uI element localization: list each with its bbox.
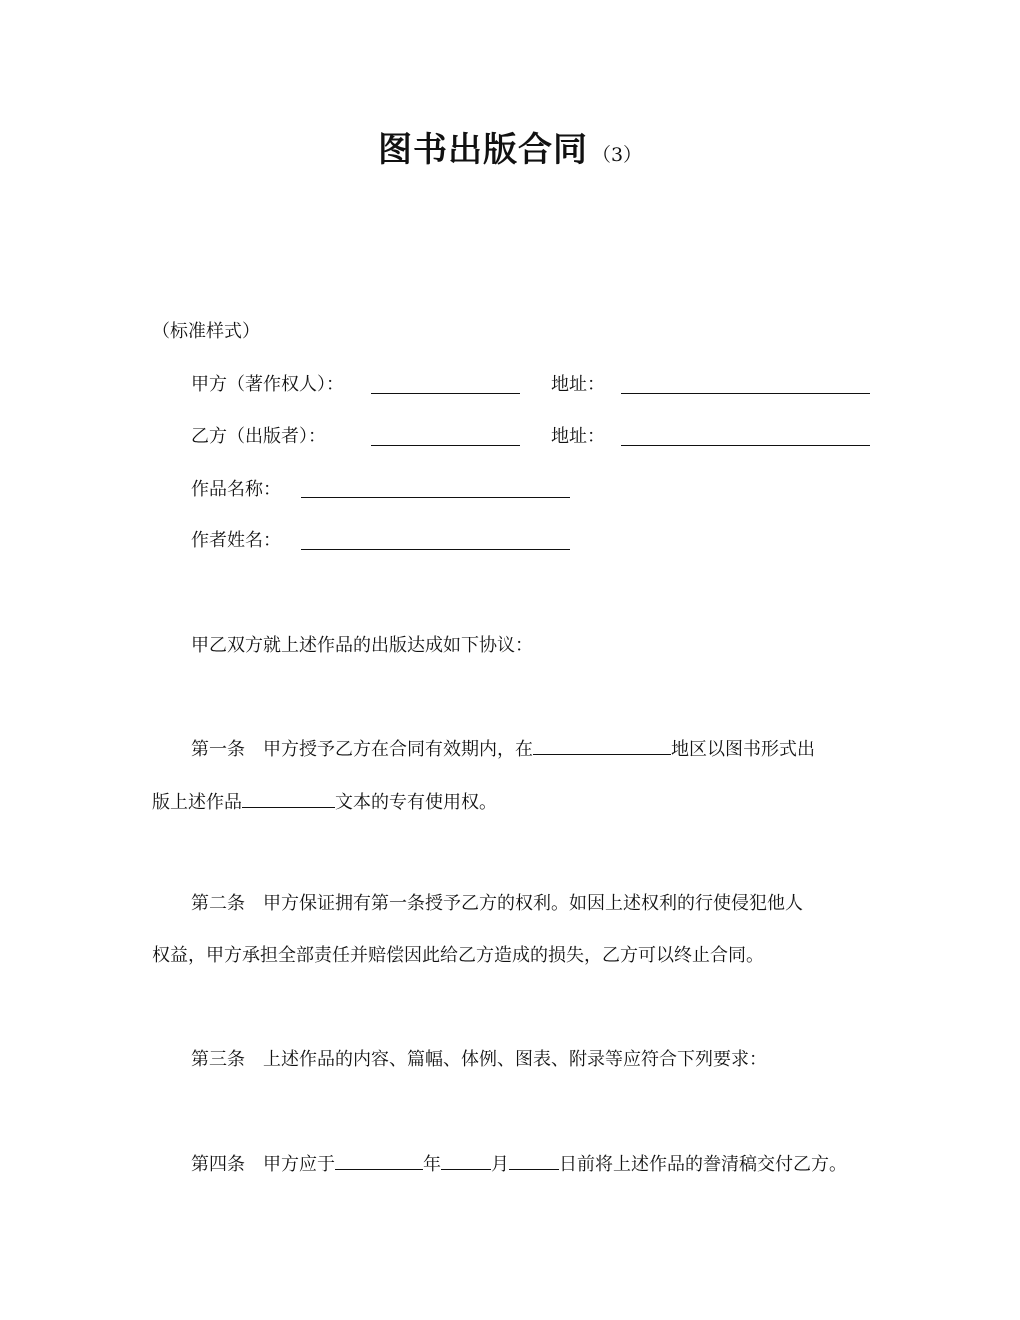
- article-1-line-1: [191, 736, 815, 763]
- article-1-line2-b: 文本的专有使用权。: [335, 792, 497, 813]
- party-a-label: 甲方（著作权人）：: [191, 374, 344, 395]
- party-a-address-field[interactable]: [621, 393, 870, 394]
- article-2-line-1: [191, 891, 803, 917]
- title-suffix: （3）: [591, 144, 643, 166]
- article-1-line-2: [152, 789, 497, 816]
- party-a-address-label: 地址：: [551, 374, 605, 395]
- work-name-label: 作品名称：: [191, 479, 281, 500]
- article-3-number: 第三条: [191, 1049, 245, 1070]
- party-b-label: 乙方（出版者）：: [191, 426, 326, 447]
- article-2-number: 第二条: [191, 893, 245, 914]
- article-4-month: 月: [491, 1154, 509, 1175]
- title-main: 图书出版合同: [377, 130, 588, 170]
- subtitle: （标准样式）: [152, 321, 260, 342]
- party-a-field[interactable]: [371, 393, 520, 394]
- work-name-field[interactable]: [301, 497, 570, 498]
- party-b-field[interactable]: [371, 445, 520, 446]
- article-3-line: [191, 1047, 767, 1073]
- language-blank[interactable]: [242, 789, 335, 808]
- article-3-text: 上述作品的内容、篇幅、体例、图表、附录等应符合下列要求：: [263, 1049, 767, 1070]
- article-4-text-b: 日前将上述作品的誊清稿交付乙方。: [559, 1154, 847, 1175]
- article-1-line2-a: 版上述作品: [152, 792, 242, 813]
- party-b-address-field[interactable]: [621, 445, 870, 446]
- article-2-line-2: 权益，甲方承担全部责任并赔偿因此给乙方造成的损失，乙方可以终止合同。: [152, 945, 764, 966]
- document-title: [0, 122, 1020, 171]
- article-4-number: 第四条: [191, 1154, 245, 1175]
- author-name-label: 作者姓名：: [191, 530, 281, 551]
- region-blank[interactable]: [533, 736, 671, 755]
- agreement-intro: 甲乙双方就上述作品的出版达成如下协议：: [191, 635, 533, 656]
- article-4-text-a: 甲方应于: [263, 1154, 335, 1175]
- article-2-line1-text: 甲方保证拥有第一条授予乙方的权利。如因上述权利的行使侵犯他人: [263, 893, 803, 914]
- article-1-text-a: 甲方授予乙方在合同有效期内，在: [263, 739, 533, 760]
- party-b-address-label: 地址：: [551, 426, 605, 447]
- article-4-year: 年: [423, 1154, 441, 1175]
- day-blank[interactable]: [509, 1151, 559, 1170]
- year-blank[interactable]: [335, 1151, 423, 1170]
- month-blank[interactable]: [441, 1151, 491, 1170]
- article-1-number: 第一条: [191, 739, 245, 760]
- article-1-text-b: 地区以图书形式出: [671, 739, 815, 760]
- author-name-field[interactable]: [301, 549, 570, 550]
- article-4-line: [191, 1151, 847, 1178]
